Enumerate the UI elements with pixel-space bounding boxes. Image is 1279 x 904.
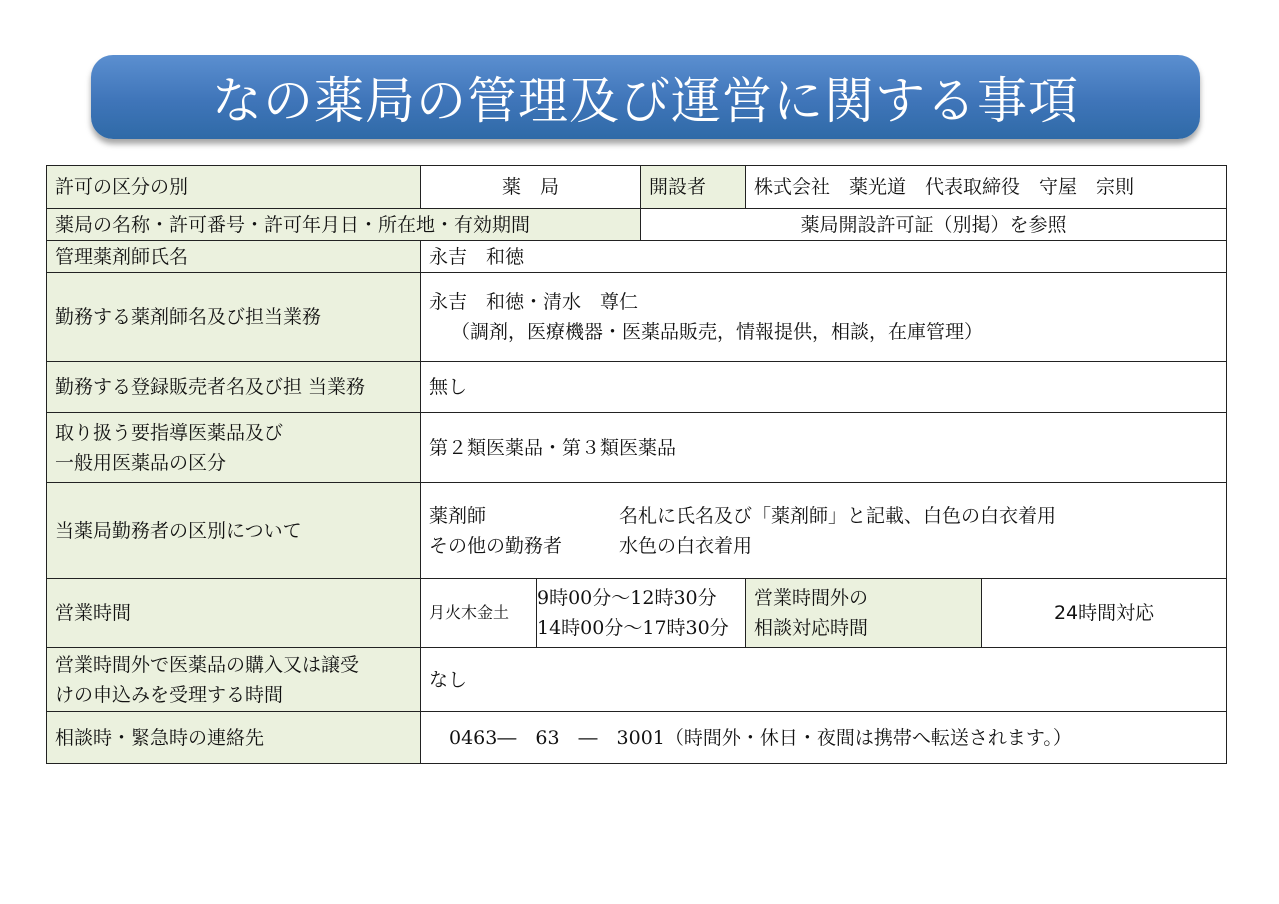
table-row (47, 413, 1227, 483)
staff-role-pharmacist: 薬剤師 (429, 504, 487, 527)
sellers-value: 無し (421, 362, 1227, 413)
drug-class-label (47, 413, 421, 483)
drug-class-value: 第２類医薬品・第３類医薬品 (421, 413, 1227, 483)
after-hours-purchase-label-line1: 営業時間外で医薬品の購入又は譲受 (55, 653, 360, 676)
permit-value: 薬 局 (421, 166, 641, 209)
hours-time-morning: 9時00分〜12時30分 (537, 587, 717, 609)
table-row (47, 579, 1227, 648)
staff-distinction-value (421, 483, 1227, 579)
table-row (47, 166, 1227, 209)
table-row (47, 273, 1227, 362)
pharmacists-value (421, 273, 1227, 362)
table-row (47, 241, 1227, 273)
drug-class-label-line1: 取り扱う要指導医薬品及び (55, 421, 284, 444)
contact-label: 相談時・緊急時の連絡先 (47, 712, 421, 764)
after-hours-label-line1: 営業時間外の (754, 587, 869, 609)
staff-distinction-label: 当薬局勤務者の区別について (47, 483, 421, 579)
sellers-label: 勤務する登録販売者名及び担 当業務 (47, 362, 421, 413)
hours-days: 月火木金土 (421, 579, 537, 648)
table-row (47, 362, 1227, 413)
pharmacists-label: 勤務する薬剤師名及び担当業務 (47, 273, 421, 362)
contact-value: 0463― 63 ― 3001（時間外・休日・夜間は携帯へ転送されます。） (421, 712, 1227, 764)
after-hours-label-line2: 相談対応時間 (754, 617, 869, 639)
manager-label: 管理薬剤師氏名 (47, 241, 421, 273)
manager-value: 永吉 和徳 (421, 241, 1227, 273)
founder-value: 株式会社 薬光道 代表取締役 守屋 宗則 (746, 166, 1227, 209)
title-banner (91, 55, 1200, 139)
drug-class-label-line2: 一般用医薬品の区分 (55, 451, 227, 474)
table-row (47, 712, 1227, 764)
after-hours-purchase-label-line2: けの申込みを受理する時間 (55, 683, 284, 706)
staff-line-other (429, 531, 1218, 561)
staff-role-other: その他の勤務者 (429, 534, 563, 557)
permit-label: 許可の区分の別 (47, 166, 421, 209)
founder-label: 開設者 (641, 166, 746, 209)
after-hours-label (746, 579, 982, 648)
staff-line-pharmacist (429, 501, 1218, 531)
table-row (47, 648, 1227, 712)
pharmacists-names: 永吉 和徳・清水 尊仁 (429, 291, 639, 313)
page-title: なの薬局の管理及び運営に関する事項 (212, 72, 1079, 130)
staff-desc-pharmacist: 名札に氏名及び「薬剤師」と記載、白色の白衣着用 (619, 504, 1057, 527)
after-hours-value: 24時間対応 (982, 579, 1227, 648)
table-row (47, 209, 1227, 241)
name-info-value: 薬局開設許可証（別掲）を参照 (641, 209, 1227, 241)
after-hours-purchase-value: なし (421, 648, 1227, 712)
hours-label: 営業時間 (47, 579, 421, 648)
pharmacists-duties: （調剤，医療機器・医薬品販売，情報提供，相談，在庫管理） (451, 321, 984, 343)
hours-times (537, 579, 746, 648)
pharmacy-info-table (46, 165, 1227, 764)
staff-desc-other: 水色の白衣着用 (619, 534, 753, 557)
name-info-label: 薬局の名称・許可番号・許可年月日・所在地・有効期間 (47, 209, 641, 241)
hours-time-afternoon: 14時00分〜17時30分 (537, 617, 729, 639)
table-row (47, 483, 1227, 579)
after-hours-purchase-label (47, 648, 421, 712)
